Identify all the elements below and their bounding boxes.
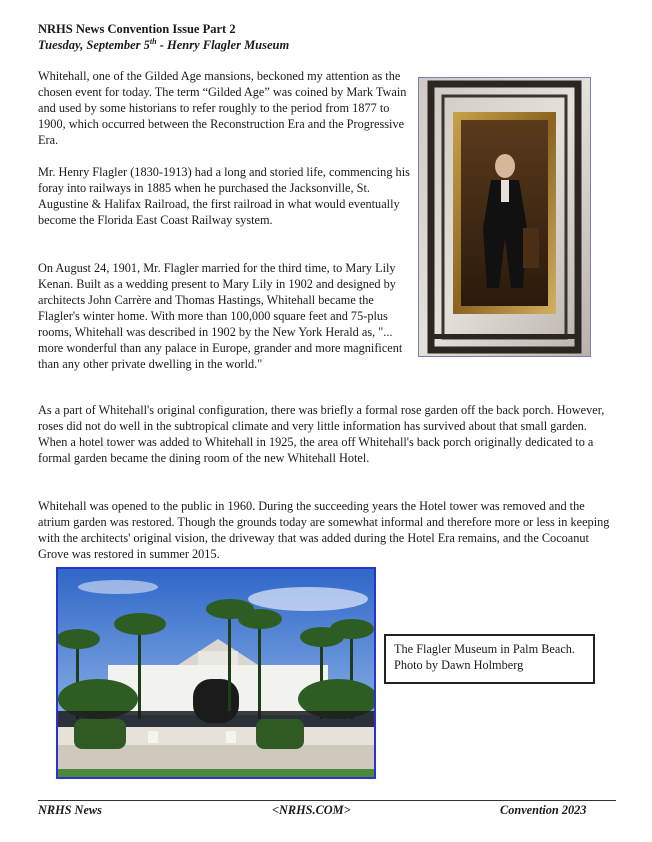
flagler-museum-photo bbox=[56, 567, 376, 779]
footer-edition: Convention 2023 bbox=[500, 803, 587, 817]
paragraph-flagler-life: Mr. Henry Flagler (1830-1913) had a long and storied life, commencing his foray into railways in 1885 when he purchased the Jacksonville, St. Augustine & Halifax Railroad, the first railroad in what would eventually become the Florida East Coast Railway system. bbox=[38, 165, 410, 227]
paragraph-gilded-age: Whitehall, one of the Gilded Age mansions, beckoned my attention as the chosen event for today. The term “Gilded Age” was coined by Mark Twain and used by some historians to refer roughly to the period from 1877 to 1900, which occurred between the Reconstruction Era and the Progressive Era. bbox=[38, 69, 407, 147]
newsletter-title: NRHS News Convention Issue Part 2 bbox=[38, 22, 236, 36]
date-event: - Henry Flagler Museum bbox=[156, 38, 290, 53]
footer-divider bbox=[38, 800, 616, 801]
footer-website: <NRHS.COM> bbox=[272, 803, 351, 817]
date-text: Tuesday, September 5 bbox=[38, 38, 150, 53]
paragraph-rose-garden: As a part of Whitehall's original configuration, there was briefly a formal rose garden off the back porch. However, roses did not do well in the subtropical climate and very little information has survived about that small garden. When a hotel tower was added to Whitehall in 1925, the area off Whitehall's back porch originally dedicated to a formal garden became the dining room of the new Whitehall Hotel. bbox=[38, 403, 605, 465]
date-ordinal: th bbox=[149, 37, 157, 46]
paragraph-public-opening: Whitehall was opened to the public in 1960. During the succeeding years the Hotel tower was removed and the atrium garden was restored. Though the grounds today are somewhat informal and therefore more or less in keeping with the architects' original vision, the driveway that was added during the Hotel Era remains, and the Cocoanut Grove was restored in summer 2015. bbox=[38, 499, 610, 561]
paragraph-wedding: On August 24, 1901, Mr. Flagler married for the third time, to Mary Lily Kenan. Built as a wedding present to Mary Lily in 1902 and designed by architects John Carrère and Thomas Hastings, Whitehall became the Flagler's winter home. With more than 100,000 square feet and 75-plus rooms, Whitehall was described in 1902 by the New York Herald as, "... more wonderful than any palace in Europe, grander and more magnificent than any other private dwelling in the world." bbox=[38, 261, 403, 371]
issue-date-line bbox=[38, 37, 289, 53]
flagler-portrait-photo bbox=[418, 77, 591, 357]
photo-caption: The Flagler Museum in Palm Beach. Photo by Dawn Holmberg bbox=[384, 634, 595, 684]
footer-publication: NRHS News bbox=[38, 803, 102, 817]
